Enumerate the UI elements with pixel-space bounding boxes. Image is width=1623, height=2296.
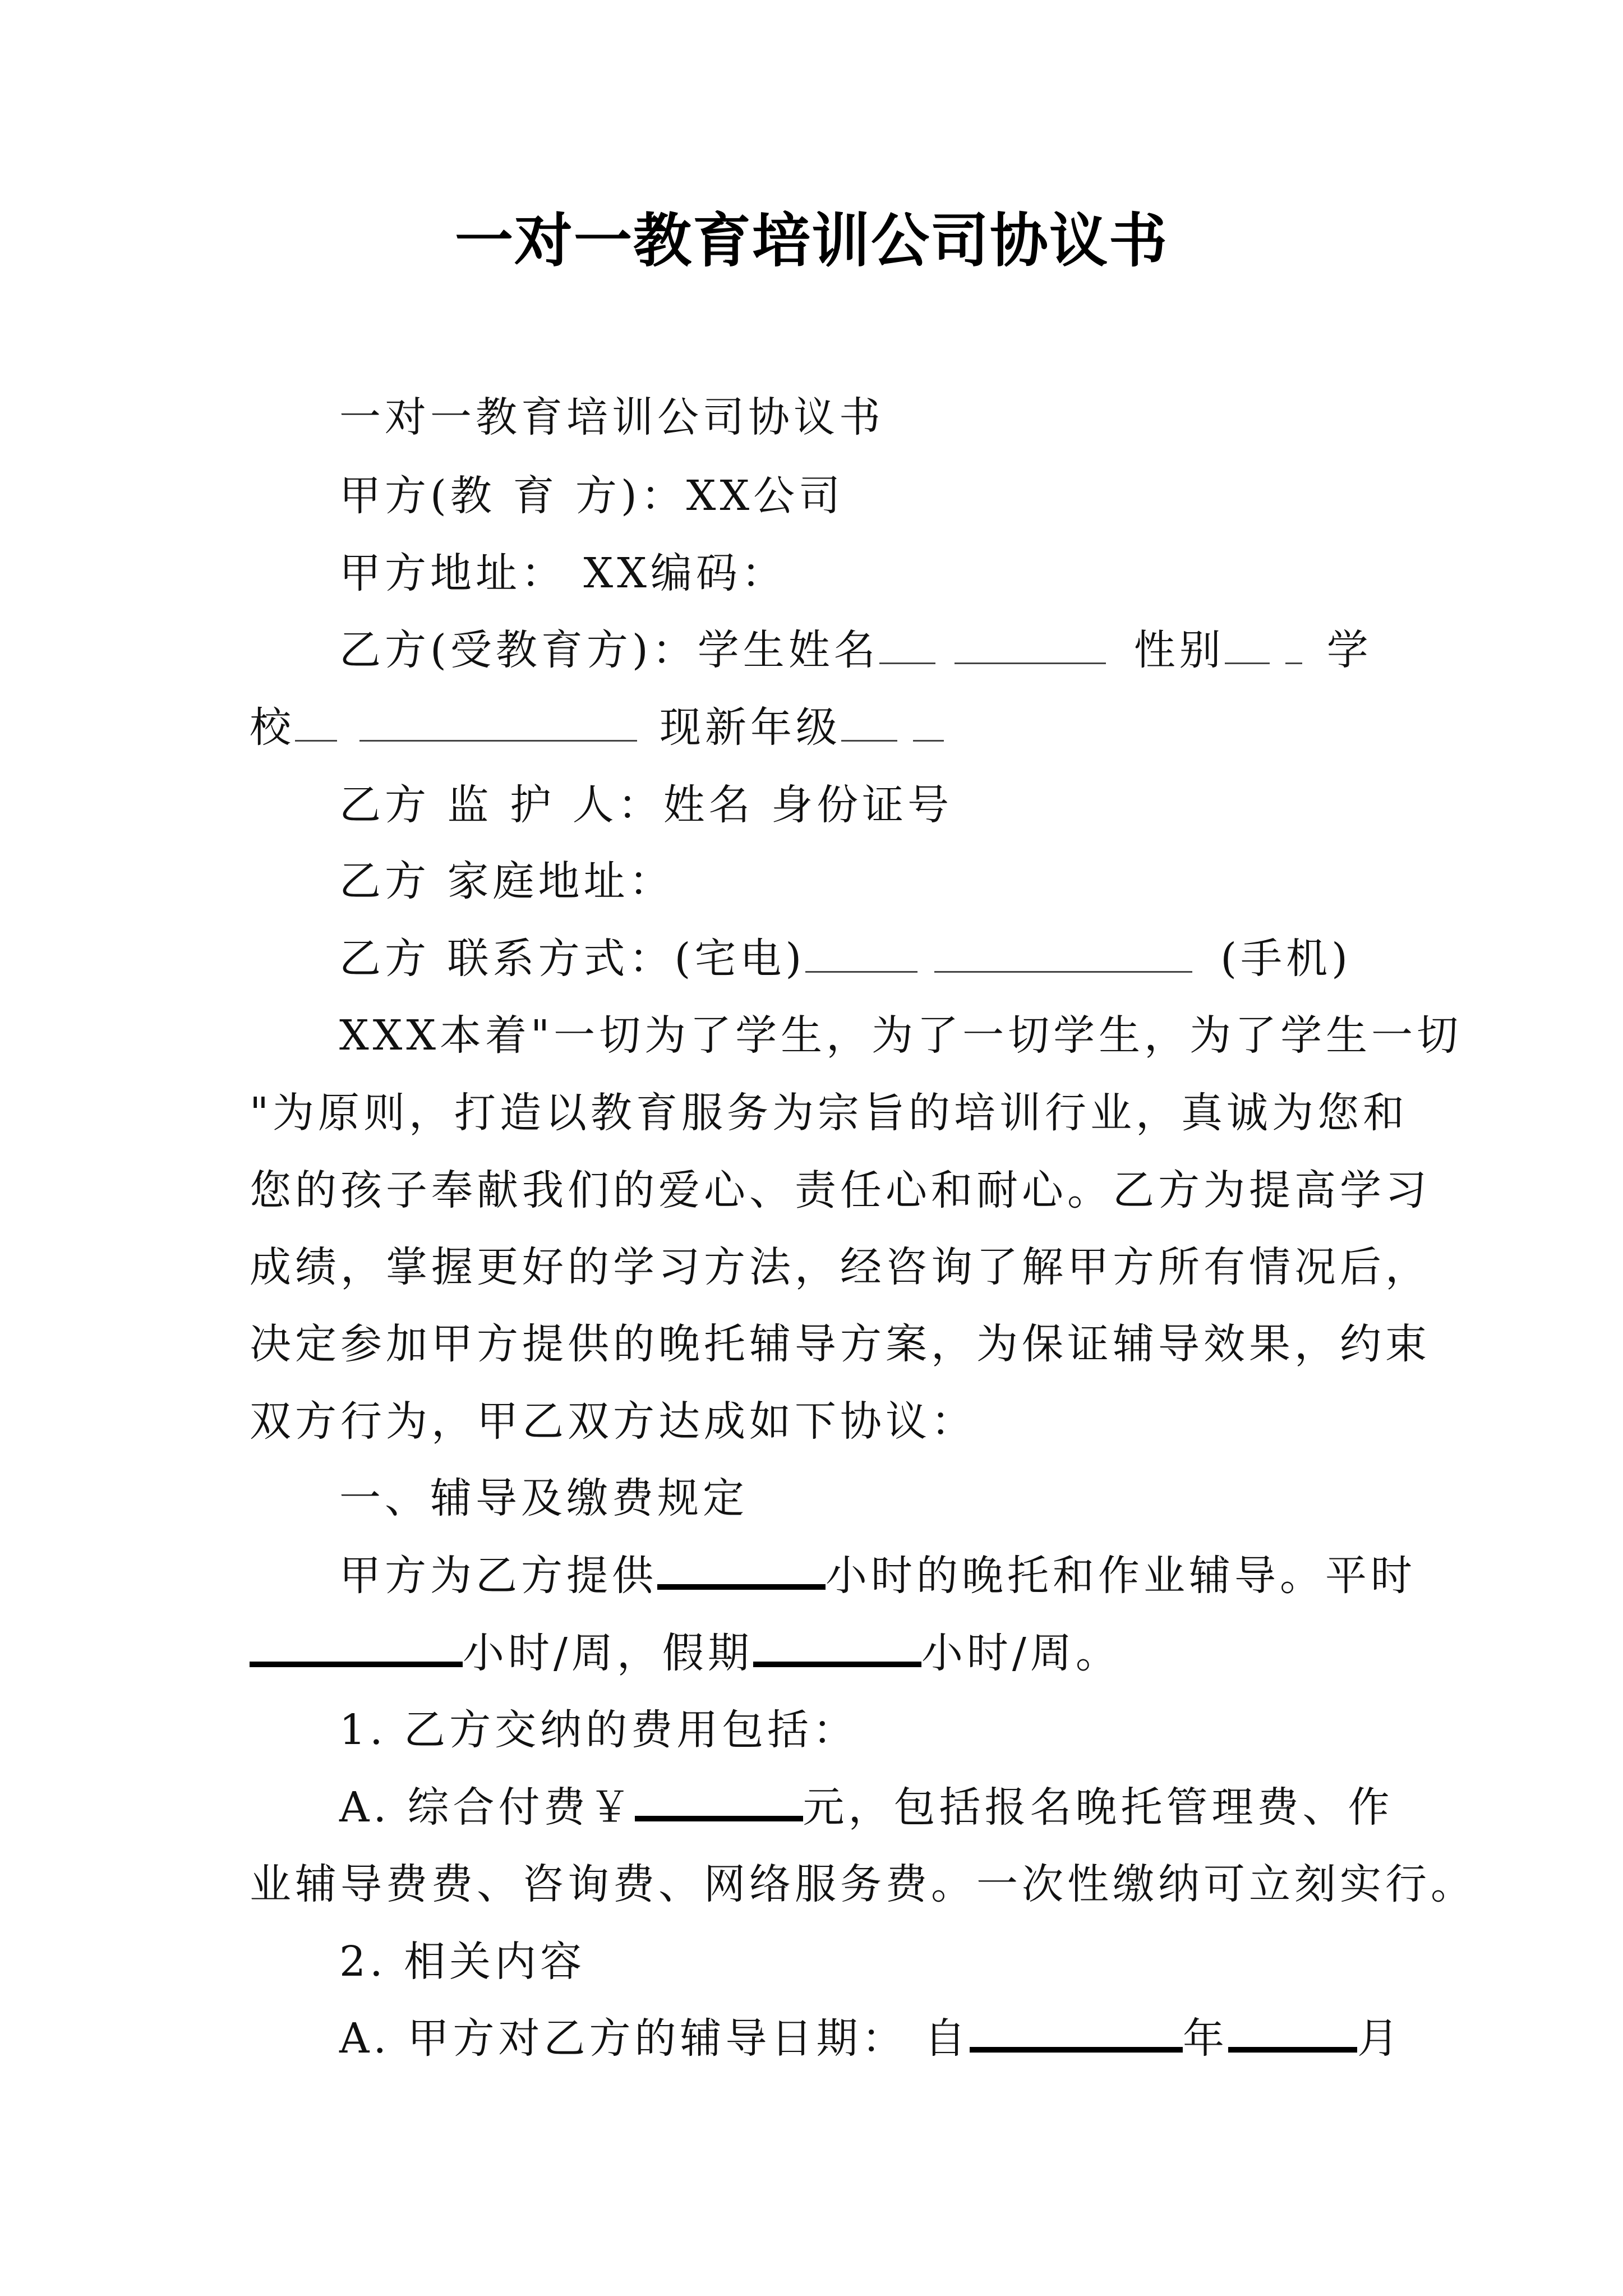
blank-underline: [1228, 2013, 1357, 2053]
section-heading: 一、辅导及缴费规定: [339, 1474, 748, 1522]
paragraph-line: 双方行为，甲乙双方达成如下协议：: [250, 1397, 976, 1446]
blank-underline: [841, 703, 897, 742]
blank-underline: [879, 625, 935, 664]
party-b-student-line: [339, 617, 1372, 677]
mobile-label: (手机): [1220, 935, 1352, 983]
school-grade-line: [250, 694, 944, 754]
fee-line: [339, 1774, 1394, 1834]
blank-underline: [657, 1550, 826, 1590]
home-phone-label: 乙方 联系方式：(宅电): [339, 935, 806, 983]
related-heading: 2. 相关内容: [339, 1938, 586, 1986]
paragraph-line: "为原则，打造以教育服务为宗旨的培训行业，真诚为您和: [250, 1089, 1409, 1137]
fee-text: 元，包括报名晚托管理费、作: [803, 1783, 1394, 1832]
tutoring-date-line: [339, 2005, 1403, 2065]
paragraph-line: 成绩，掌握更好的学习方法，经咨询了解甲方所有情况后，: [250, 1243, 1431, 1291]
home-address-line: 乙方 家庭地址：: [339, 857, 675, 905]
blank-underline: [955, 625, 1106, 664]
hours-label: 甲方为乙方提供: [339, 1552, 657, 1600]
fees-heading: 1. 乙方交纳的费用包括：: [339, 1706, 859, 1754]
party-a-line: 甲方(教 育 方)：XX公司: [339, 472, 845, 520]
hours-text: 小时的晚托和作业辅导。平时: [826, 1552, 1416, 1600]
paragraph-line: 决定参加甲方提供的晚托辅导方案，为保证辅导效果，约束: [250, 1320, 1431, 1368]
fee-label: A. 综合付费￥: [339, 1783, 635, 1832]
blank-underline: [970, 2013, 1183, 2053]
blank-underline: [913, 703, 944, 742]
blank-underline: [753, 1628, 921, 1667]
blank-underline: [295, 703, 337, 742]
holiday-hours-text: 小时/周。: [921, 1629, 1121, 1677]
blank-underline: [359, 703, 637, 742]
weekly-hours-line: [250, 1620, 1121, 1680]
document-title: 一对一教育培训公司协议书: [454, 206, 1168, 275]
hours-line: [339, 1543, 1416, 1602]
grade-label: 现新年级: [660, 703, 841, 752]
month-label: 月: [1357, 2014, 1403, 2063]
school-label-start: 学: [1326, 626, 1372, 674]
party-a-address-line: 甲方地址： XX编码：: [339, 549, 787, 597]
gender-label: 性别: [1133, 626, 1225, 674]
student-name-label: 乙方(受教育方)：学生姓名: [339, 626, 879, 674]
guardian-line: 乙方 监 护 人：姓名 身份证号: [339, 781, 953, 829]
paragraph-line: 您的孩子奉献我们的爱心、责任心和耐心。乙方为提高学习: [250, 1166, 1431, 1214]
school-label-end: 校: [250, 703, 295, 752]
subtitle-line: 一对一教育培训公司协议书: [339, 393, 884, 441]
blank-underline: [1225, 625, 1270, 664]
blank-underline: [805, 934, 917, 973]
fee-continuation-line: 业辅导费费、咨询费、网络服务费。一次性缴纳可立刻实行。: [250, 1860, 1476, 1908]
year-label: 年: [1183, 2014, 1229, 2063]
weekday-hours-text: 小时/周，假期: [463, 1629, 753, 1677]
contact-line: [339, 926, 1352, 985]
blank-underline: [635, 1782, 803, 1821]
blank-underline: [934, 934, 1192, 973]
paragraph-line: XXX本着"一切为了学生，为了一切学生，为了学生一切: [339, 1011, 1463, 1060]
tutoring-date-label: A. 甲方对乙方的辅导日期： 自: [339, 2014, 970, 2063]
blank-underline: [250, 1628, 463, 1667]
blank-underline: [1285, 625, 1302, 664]
